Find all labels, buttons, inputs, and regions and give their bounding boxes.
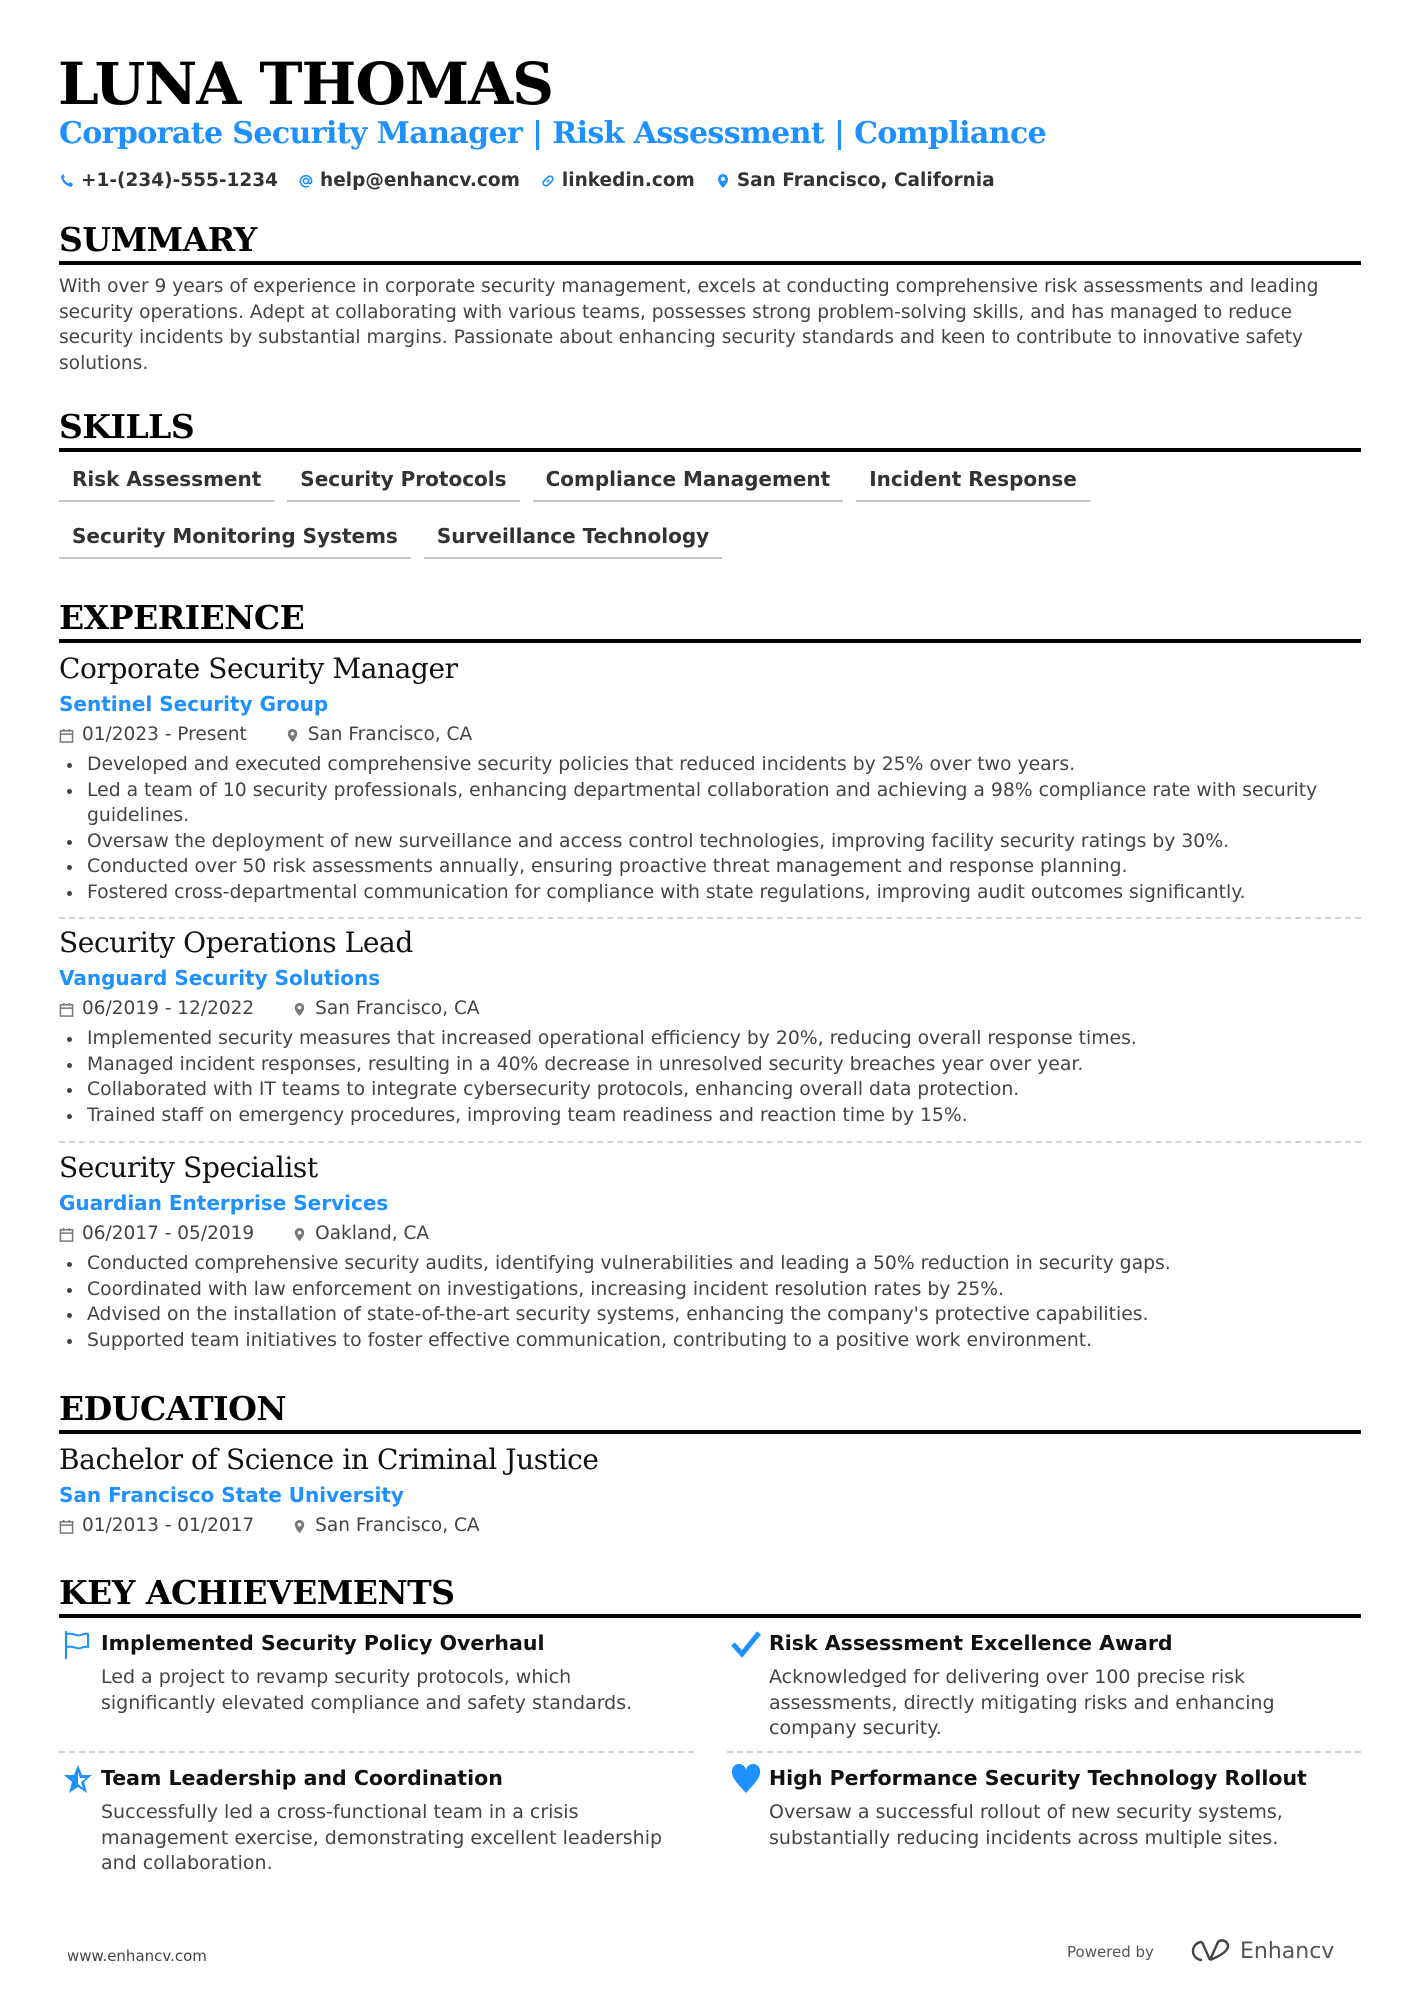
bullet: Trained staff on emergency procedures, improving team readiness and reaction time by 15%. [59, 1103, 1361, 1129]
skills-heading [59, 407, 1361, 452]
job-location: San Francisco, CA [315, 998, 480, 1019]
education-entry [59, 1442, 1361, 1538]
calendar-icon [59, 728, 74, 743]
job-bullets [59, 1251, 1361, 1353]
bullet: Developed and executed comprehensive security policies that reduced incidents by 25% over two years. [59, 752, 1361, 778]
calendar-icon [59, 1227, 74, 1242]
contact-location [715, 170, 995, 191]
skill-chip: Security Protocols [287, 464, 519, 502]
location-icon [715, 173, 731, 189]
divider [59, 917, 1361, 919]
bullet: Managed incident responses, resulting in a 40% decrease in unresolved security breaches year over year. [59, 1052, 1361, 1078]
location-icon [292, 1002, 307, 1017]
location-icon [285, 728, 300, 743]
contact-text: linkedin.com [561, 170, 695, 191]
flag-icon [63, 1629, 93, 1659]
bullet: Advised on the installation of state-of-the-art security systems, enhancing the company's protective capabilities. [59, 1302, 1361, 1328]
contact-bar [59, 170, 995, 191]
divider [59, 1141, 1361, 1143]
link-icon [540, 173, 556, 189]
star-icon [63, 1764, 93, 1794]
check-icon [731, 1629, 761, 1659]
achievement-title: Risk Assessment Excellence Award [769, 1631, 1173, 1655]
bullet: Oversaw the deployment of new surveillance and access control technologies, improving facility security ratings by 30%. [59, 829, 1361, 855]
bullet: Implemented security measures that increased operational efficiency by 20%, reducing overall response times. [59, 1026, 1361, 1052]
heading-text: EXPERIENCE [59, 598, 305, 637]
job-entry [59, 1150, 1361, 1353]
degree: Bachelor of Science in Criminal Justice [59, 1443, 599, 1476]
brand-name: Enhancv [1240, 1938, 1335, 1964]
job-meta [59, 723, 1361, 747]
job-dates: 06/2019 - 12/2022 [82, 998, 255, 1019]
job-title: Security Specialist [59, 1151, 318, 1184]
education-dates: 01/2013 - 01/2017 [82, 1515, 255, 1536]
heading-text: KEY ACHIEVEMENTS [59, 1573, 455, 1612]
experience-heading [59, 598, 1361, 643]
skill-chip: Surveillance Technology [424, 521, 722, 559]
bullet: Coordinated with law enforcement on investigations, increasing incident resolution rates by 25%. [59, 1277, 1361, 1303]
achievement-title: Implemented Security Policy Overhaul [101, 1631, 545, 1655]
company-name[interactable]: Vanguard Security Solutions [59, 966, 381, 990]
divider [59, 1751, 694, 1753]
skill-chip: Risk Assessment [59, 464, 274, 502]
contact-text: help@enhancv.com [320, 170, 520, 191]
job-bullets [59, 1026, 1361, 1128]
skill-chip: Incident Response [856, 464, 1090, 502]
location-icon [292, 1519, 307, 1534]
job-title: Security Operations Lead [59, 926, 413, 959]
calendar-icon [59, 1002, 74, 1017]
contact-text: San Francisco, California [736, 170, 995, 191]
powered-by: Powered by [1067, 1943, 1154, 1961]
heading-text: EDUCATION [59, 1389, 287, 1428]
divider [727, 1751, 1361, 1753]
bullet: Supported team initiatives to foster effective communication, contributing to a positive work environment. [59, 1328, 1361, 1354]
job-location: San Francisco, CA [307, 724, 473, 745]
achievement-text: Oversaw a successful rollout of new security systems, substantially reducing incidents across multiple sites. [769, 1801, 1283, 1849]
summary-text: With over 9 years of experience in corporate security management, excels at conducting comprehensive risk assessments and leading security operations. Adept at collaborating with various teams, possesses strong problem-solving skills, and has managed to reduce security incidents by substantial margins. Passionate about enhancing security standards and keen to contribute to innovative safety solutions. [59, 276, 1319, 374]
achievement-text: Successfully led a cross-functional team in a crisis management exercise, demonstrating excellent leadership and collaboration. [101, 1801, 663, 1875]
bullet: Collaborated with IT teams to integrate cybersecurity protocols, enhancing overall data protection. [59, 1077, 1361, 1103]
achievements-heading [59, 1573, 1361, 1618]
skills-list [59, 464, 1361, 559]
education-meta [59, 1514, 1361, 1538]
bullet: Fostered cross-departmental communication for compliance with state regulations, improving audit outcomes significantly. [59, 880, 1361, 906]
enhancv-logo-icon [1188, 1938, 1232, 1964]
job-meta [59, 1222, 1361, 1246]
job-meta [59, 997, 1361, 1021]
bullet: Led a team of 10 security professionals, enhancing departmental collaboration and achieving a 98% compliance rate with security guidelines. [59, 778, 1361, 829]
education-location: San Francisco, CA [315, 1515, 480, 1536]
enhancv-logo[interactable] [1188, 1938, 1334, 1964]
job-title: Corporate Security Manager [59, 652, 458, 685]
job-entry [59, 651, 1361, 906]
phone-icon [59, 173, 75, 189]
heading-text: SKILLS [59, 407, 195, 446]
candidate-name: LUNA THOMAS [58, 50, 553, 118]
contact-email[interactable] [298, 170, 520, 191]
job-bullets [59, 752, 1361, 906]
contact-linkedin[interactable] [540, 170, 695, 191]
company-name[interactable]: Sentinel Security Group [59, 692, 329, 716]
footer-url[interactable]: www.enhancv.com [67, 1947, 207, 1965]
contact-phone[interactable] [59, 170, 278, 191]
heart-icon [731, 1764, 761, 1794]
achievement-text: Acknowledged for delivering over 100 precise risk assessments, directly mitigating risks and enhancing company security. [769, 1666, 1275, 1740]
skill-chip: Security Monitoring Systems [59, 521, 411, 559]
company-name[interactable]: Guardian Enterprise Services [59, 1191, 389, 1215]
achievement-text: Led a project to revamp security protocols, which significantly elevated compliance and safety standards. [101, 1666, 633, 1714]
education-heading [59, 1389, 1361, 1434]
school-name[interactable]: San Francisco State University [59, 1483, 404, 1507]
skill-chip: Compliance Management [533, 464, 844, 502]
achievement-title: High Performance Security Technology Rollout [769, 1766, 1307, 1790]
heading-text: SUMMARY [59, 220, 257, 259]
contact-text: +1-(234)-555-1234 [81, 170, 279, 191]
job-dates: 06/2017 - 05/2019 [82, 1223, 255, 1244]
candidate-title: Corporate Security Manager | Risk Assessment | Compliance [59, 116, 1047, 151]
calendar-icon [59, 1519, 74, 1534]
bullet: Conducted over 50 risk assessments annually, ensuring proactive threat management and response planning. [59, 854, 1361, 880]
at-icon [298, 173, 314, 189]
job-dates: 01/2023 - Present [82, 724, 247, 745]
bullet: Conducted comprehensive security audits, identifying vulnerabilities and leading a 50% reduction in security gaps. [59, 1251, 1361, 1277]
location-icon [292, 1227, 307, 1242]
job-location: Oakland, CA [315, 1223, 430, 1244]
summary-heading [59, 220, 1361, 265]
job-entry [59, 925, 1361, 1128]
achievement-title: Team Leadership and Coordination [101, 1766, 503, 1790]
